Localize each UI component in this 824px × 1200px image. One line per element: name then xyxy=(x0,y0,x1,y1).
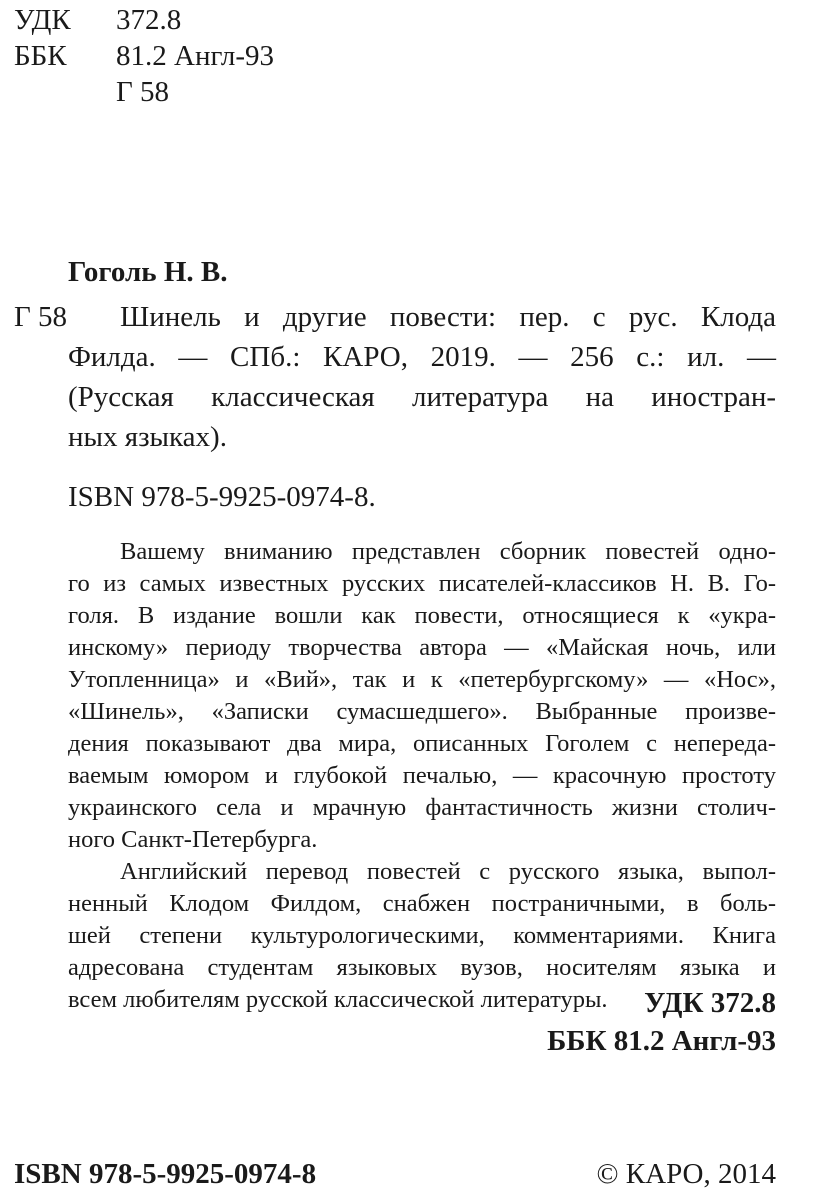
author-code: Г 58 xyxy=(116,76,170,108)
annotation-line: шей степени культурологическими, комментариями. Книга xyxy=(68,922,776,949)
annotation-line: Вашему вниманию представлен сборник повестей одно- xyxy=(120,538,776,565)
annotation-line: всем любителям русской классической литературы. xyxy=(68,986,608,1013)
annotation-line: инскому» периоду творчества автора — «Майская ночь, или xyxy=(68,634,776,661)
bbk-row xyxy=(14,38,274,74)
classification-header xyxy=(14,2,274,110)
udk-value: 372.8 xyxy=(116,4,182,36)
bbk-value: 81.2 Англ-93 xyxy=(116,40,275,72)
annotation-line: ненный Клодом Филдом, снабжен постраничными, в боль- xyxy=(68,890,776,917)
author-code-spacer xyxy=(14,74,116,110)
udk-row xyxy=(14,2,274,38)
annotation-line: дения показывают два мира, описанных Гоголем с непереда- xyxy=(68,730,776,757)
annotation-line: Английский перевод повестей с русского языка, выпол- xyxy=(120,858,776,885)
annotation xyxy=(68,536,776,1016)
biblio-line xyxy=(14,297,776,337)
bibliographic-description xyxy=(14,297,776,457)
classification-footer xyxy=(547,984,776,1060)
annotation-line: Утопленница» и «Вий», так и к «петербургскому» — «Нос», xyxy=(68,666,776,693)
footer-isbn: ISBN 978-5-9925-0974-8 xyxy=(14,1158,317,1190)
annotation-line: го из самых известных русских писателей-классиков Н. В. Го- xyxy=(68,570,776,597)
annotation-line: ваемым юмором и глубокой печалью, — красочную простоту xyxy=(68,762,776,789)
annotation-line: голя. В издание вошли как повести, относящиеся к «укра- xyxy=(68,602,776,629)
biblio-author-code: Г 58 xyxy=(14,301,68,333)
bbk-bottom: ББК 81.2 Англ-93 xyxy=(547,1025,776,1057)
annotation-line: ного Санкт-Петербурга. xyxy=(68,826,318,853)
author-code-row xyxy=(14,74,274,110)
annotation-line: «Шинель», «Записки сумасшедшего». Выбранные произве- xyxy=(68,698,776,725)
biblio-line: (Русская классическая литература на иностран- xyxy=(68,381,776,413)
copyright: © КАРО, 2014 xyxy=(596,1158,776,1190)
biblio-line-text: Шинель и другие повести: пер. с рус. Клода xyxy=(120,301,776,333)
udk-label: УДК xyxy=(14,4,71,36)
annotation-line: адресована студентам языковых вузов, носителям языка и xyxy=(68,954,776,981)
annotation-line: украинского села и мрачную фантастичность жизни столич- xyxy=(68,794,776,821)
biblio-line: Филда. — СПб.: КАРО, 2019. — 256 с.: ил. — xyxy=(68,341,776,373)
biblio-line: ных языках). xyxy=(68,421,227,453)
udk-bottom: УДК 372.8 xyxy=(644,987,776,1019)
author-name: Гоголь Н. В. xyxy=(68,256,228,288)
isbn-main: ISBN 978-5-9925-0974-8. xyxy=(68,481,376,513)
bbk-label: ББК xyxy=(14,40,67,72)
